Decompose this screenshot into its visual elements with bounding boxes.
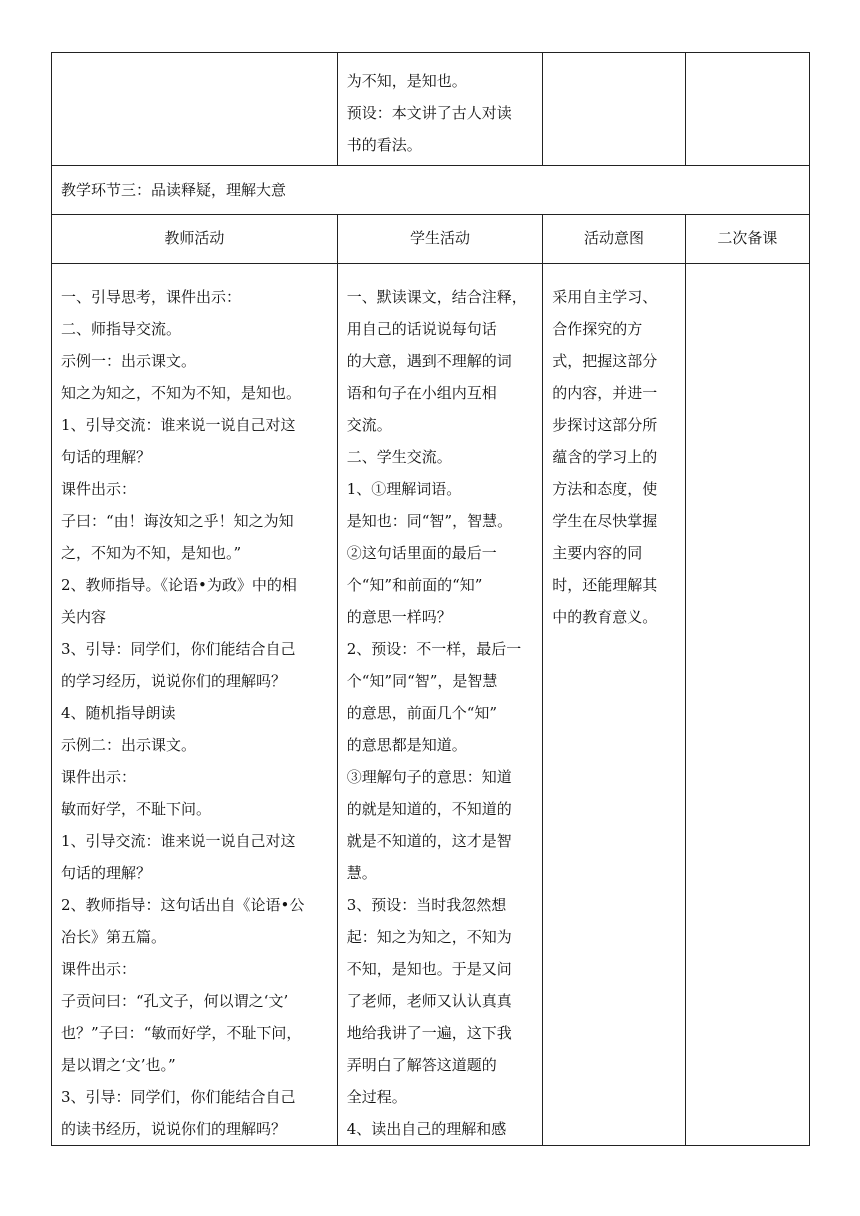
text-line: 关内容	[61, 608, 107, 626]
text-line: 课件出示：	[61, 480, 137, 498]
text-line: 的读书经历，说说你们的理解吗？	[61, 1120, 287, 1138]
text-line: 的意思，前面几个“知”	[346, 704, 498, 722]
header-second-prep	[685, 215, 809, 264]
text-line: 的大意，遇到不理解的词	[346, 352, 512, 370]
text-line: 中的教育意义。	[552, 608, 658, 626]
text-line: 地给我讲了一遍，这下我	[346, 1024, 512, 1042]
text-line: 个“知”和前面的“知”	[346, 576, 483, 594]
text-line: 式，把握这部分	[552, 352, 658, 370]
activity-intent-cell	[543, 264, 685, 1146]
text-line: 也？”子曰：“敏而好学，不耻下问，	[61, 1024, 302, 1042]
text-line: 学生在尽快掌握	[552, 512, 658, 530]
text-line: 的内容，并进一	[552, 384, 658, 402]
header-student	[337, 215, 543, 264]
text-line: 用自己的话说说每句话	[346, 320, 497, 338]
text-line: 一、引导思考，课件出示：	[61, 288, 242, 306]
text-line: 了老师，老师又认认真真	[346, 992, 512, 1010]
text-line: 4、读出自己的理解和感	[346, 1120, 507, 1138]
text-line: 书的看法。	[346, 136, 422, 154]
text-line: 2、教师指导。《论语•为政》中的相	[61, 576, 297, 594]
continued-intent-cell	[543, 53, 685, 166]
lesson-plan-table	[51, 52, 810, 1146]
continued-second-prep-cell	[685, 53, 809, 166]
text-line: ②这句话里面的最后一	[346, 544, 497, 562]
text-line: 的学习经历，说说你们的理解吗？	[61, 672, 287, 690]
text-line: ③理解句子的意思：知道	[346, 768, 512, 786]
text-line: 是以谓之‘文’也。”	[61, 1056, 176, 1074]
text-line: 方法和态度，使	[552, 480, 658, 498]
text-line: 的意思都是知道。	[346, 736, 467, 754]
text-line: 1、引导交流：谁来说一说自己对这	[61, 832, 296, 850]
text-line: 交流。	[346, 416, 392, 434]
text-line: 弄明白了解答这道题的	[346, 1056, 497, 1074]
text-line: 不知，是知也。于是又问	[346, 960, 512, 978]
text-line: 采用自主学习、	[552, 288, 658, 306]
text-line: 时，还能理解其	[552, 576, 658, 594]
text-line: 课件出示：	[61, 768, 137, 786]
continued-student-cell	[337, 53, 543, 166]
text-line: 知之为知之，不知为不知，是知也。	[61, 384, 302, 402]
text-line: 二、学生交流。	[346, 448, 452, 466]
header-row	[52, 215, 810, 264]
text-line: 一、默读课文，结合注释，	[346, 288, 527, 306]
header-teacher-label: 教师活动	[164, 229, 225, 247]
student-activity-text	[338, 264, 543, 1145]
text-line: 句话的理解？	[61, 448, 152, 466]
text-line: 预设：本文讲了古人对读	[346, 104, 512, 122]
text-line: 句话的理解？	[61, 864, 152, 882]
text-line: 冶长》第五篇。	[61, 928, 167, 946]
text-line: 蕴含的学习上的	[552, 448, 658, 466]
text-line: 之，不知为不知，是知也。”	[61, 544, 242, 562]
text-line: 合作探究的方	[552, 320, 643, 338]
teacher-activity-cell	[52, 264, 338, 1146]
text-line: 个“知”同“智”，是智慧	[346, 672, 498, 690]
activity-intent-text	[543, 264, 684, 633]
text-line: 语和句子在小组内互相	[346, 384, 497, 402]
header-teacher	[52, 215, 338, 264]
continued-teacher-cell	[52, 53, 338, 166]
text-line: 全过程。	[346, 1088, 407, 1106]
header-intent-label: 活动意图	[583, 229, 644, 247]
header-second-prep-label: 二次备课	[717, 229, 778, 247]
continued-row	[52, 53, 810, 166]
student-activity-cell	[337, 264, 543, 1146]
text-line: 3、引导：同学们，你们能结合自己	[61, 640, 296, 658]
section-title: 教学环节三：品读释疑，理解大意	[61, 181, 287, 199]
text-line: 示例二：出示课文。	[61, 736, 197, 754]
text-line: 步探讨这部分所	[552, 416, 658, 434]
text-line: 2、预设：不一样，最后一	[346, 640, 522, 658]
text-line: 的就是知道的，不知道的	[346, 800, 512, 818]
text-line: 3、预设：当时我忽然想	[346, 896, 507, 914]
text-line: 起：知之为知之，不知为	[346, 928, 512, 946]
text-line: 子贡问曰：“孔文子，何以谓之‘文’	[61, 992, 289, 1010]
header-student-label: 学生活动	[410, 229, 471, 247]
text-line: 的意思一样吗？	[346, 608, 452, 626]
continued-student-text	[338, 53, 543, 161]
text-line: 1、引导交流：谁来说一说自己对这	[61, 416, 296, 434]
text-line: 为不知，是知也。	[346, 72, 467, 90]
main-row	[52, 264, 810, 1146]
text-line: 1、①理解词语。	[346, 480, 462, 498]
text-line: 是知也：同“智”，智慧。	[346, 512, 513, 530]
text-line: 示例一：出示课文。	[61, 352, 197, 370]
section-row	[52, 166, 810, 215]
text-line: 主要内容的同	[552, 544, 643, 562]
text-line: 3、引导：同学们，你们能结合自己	[61, 1088, 296, 1106]
teacher-activity-text	[52, 264, 337, 1145]
section-cell	[52, 166, 810, 215]
second-prep-cell	[685, 264, 809, 1146]
text-line: 课件出示：	[61, 960, 137, 978]
header-intent	[543, 215, 685, 264]
text-line: 敏而好学，不耻下问。	[61, 800, 212, 818]
text-line: 就是不知道的，这才是智	[346, 832, 512, 850]
text-line: 4、随机指导朗读	[61, 704, 176, 722]
text-line: 慧。	[346, 864, 377, 882]
text-line: 2、教师指导：这句话出自《论语•公	[61, 896, 305, 914]
text-line: 二、师指导交流。	[61, 320, 182, 338]
text-line: 子曰：“由！诲汝知之乎！知之为知	[61, 512, 294, 530]
